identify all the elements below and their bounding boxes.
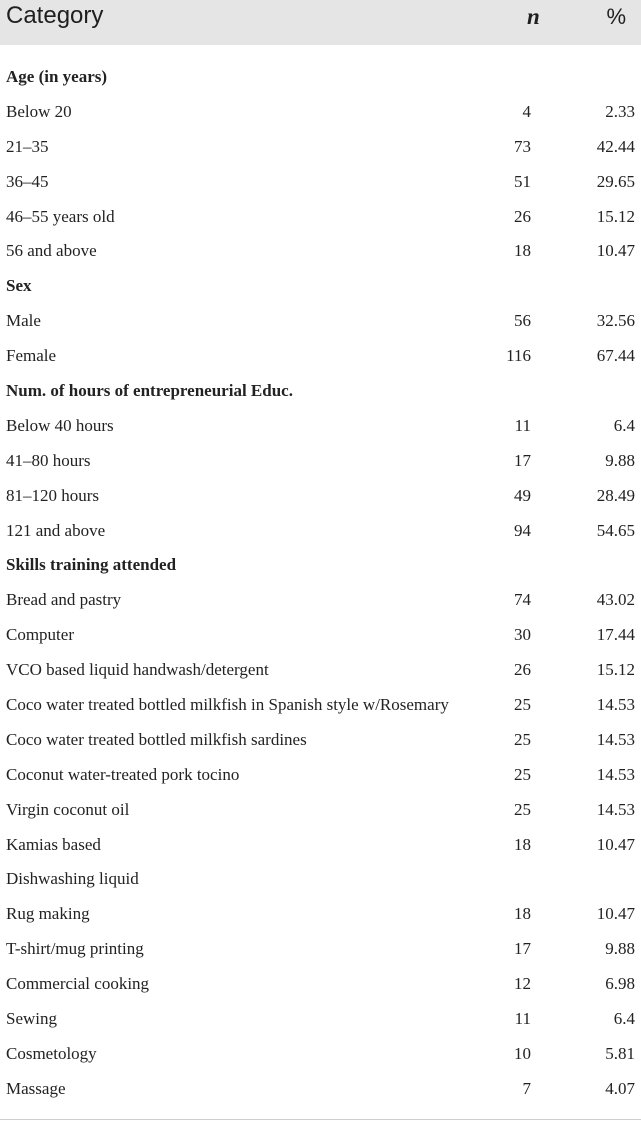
row-percent: 6.4 bbox=[613, 415, 635, 435]
row-category: Dishwashing liquid bbox=[6, 869, 139, 889]
row-category: Kamias based bbox=[6, 834, 101, 854]
row-n: 11 bbox=[514, 1009, 531, 1029]
table-row bbox=[0, 95, 641, 130]
row-percent: 15.12 bbox=[596, 206, 635, 226]
row-category: Bread and pastry bbox=[6, 590, 122, 610]
row-category: Coco water treated bottled milkfish sardines bbox=[6, 729, 307, 749]
table-row bbox=[0, 758, 641, 793]
header-category: Category bbox=[6, 2, 104, 29]
row-n: 25 bbox=[514, 695, 531, 715]
row-n: 18 bbox=[514, 834, 531, 854]
table-row bbox=[0, 862, 641, 897]
table-row bbox=[0, 828, 641, 863]
row-percent: 14.53 bbox=[596, 695, 635, 715]
table-body bbox=[0, 60, 641, 1107]
row-n: 94 bbox=[514, 520, 531, 540]
row-percent: 10.47 bbox=[596, 241, 635, 261]
row-category: Male bbox=[6, 311, 41, 331]
section-heading: Num. of hours of entrepreneurial Educ. bbox=[6, 381, 293, 401]
row-n: 73 bbox=[514, 136, 531, 156]
row-percent: 9.88 bbox=[605, 450, 635, 470]
row-category: 46–55 years old bbox=[6, 206, 115, 226]
row-percent: 10.47 bbox=[596, 834, 635, 854]
row-percent: 14.53 bbox=[596, 764, 635, 784]
table-row bbox=[0, 897, 641, 932]
table-row bbox=[0, 1072, 641, 1107]
row-n: 18 bbox=[514, 241, 531, 261]
table-row bbox=[0, 409, 641, 444]
table-row bbox=[0, 165, 641, 200]
row-category: 41–80 hours bbox=[6, 450, 91, 470]
row-n: 17 bbox=[514, 939, 531, 959]
section-heading: Sex bbox=[6, 276, 32, 296]
row-category: Below 20 bbox=[6, 101, 72, 121]
table-row bbox=[0, 304, 641, 339]
table-row bbox=[0, 932, 641, 967]
row-category: 21–35 bbox=[6, 136, 49, 156]
row-n: 11 bbox=[514, 415, 531, 435]
row-category: Female bbox=[6, 346, 57, 366]
table-row bbox=[0, 688, 641, 723]
row-n: 30 bbox=[514, 625, 531, 645]
row-percent: 4.07 bbox=[605, 1078, 635, 1098]
row-category: Computer bbox=[6, 625, 74, 645]
row-n: 4 bbox=[522, 101, 531, 121]
row-percent: 43.02 bbox=[596, 590, 635, 610]
row-category: Massage bbox=[6, 1078, 66, 1098]
table-row bbox=[0, 618, 641, 653]
row-n: 116 bbox=[506, 346, 531, 366]
row-percent: 28.49 bbox=[596, 485, 635, 505]
row-n: 25 bbox=[514, 799, 531, 819]
row-percent: 5.81 bbox=[605, 1043, 635, 1063]
table-row bbox=[0, 723, 641, 758]
row-n: 26 bbox=[514, 660, 531, 680]
row-n: 74 bbox=[514, 590, 531, 610]
section-row bbox=[0, 548, 641, 583]
table-row bbox=[0, 1002, 641, 1037]
table-row bbox=[0, 967, 641, 1002]
row-percent: 54.65 bbox=[596, 520, 635, 540]
row-n: 25 bbox=[514, 764, 531, 784]
row-n: 10 bbox=[514, 1043, 531, 1063]
row-category: 121 and above bbox=[6, 520, 106, 540]
table-row bbox=[0, 444, 641, 479]
bottom-rule bbox=[0, 1119, 641, 1120]
table-row bbox=[0, 653, 641, 688]
table-row bbox=[0, 479, 641, 514]
row-percent: 14.53 bbox=[596, 729, 635, 749]
row-n: 49 bbox=[514, 485, 531, 505]
table-row bbox=[0, 339, 641, 374]
row-category: Rug making bbox=[6, 904, 90, 924]
row-percent: 17.44 bbox=[596, 625, 635, 645]
row-percent: 10.47 bbox=[596, 904, 635, 924]
row-n: 56 bbox=[514, 311, 531, 331]
section-row bbox=[0, 269, 641, 304]
row-category: Virgin coconut oil bbox=[6, 799, 130, 819]
row-category: Coco water treated bottled milkfish in Spanish style w/Rosemary bbox=[6, 695, 449, 715]
row-percent: 29.65 bbox=[596, 171, 635, 191]
row-category: VCO based liquid handwash/detergent bbox=[6, 660, 269, 680]
section-heading: Skills training attended bbox=[6, 555, 177, 575]
table-row bbox=[0, 1037, 641, 1072]
row-n: 12 bbox=[514, 974, 531, 994]
row-percent: 6.98 bbox=[605, 974, 635, 994]
table-row bbox=[0, 234, 641, 269]
row-category: Below 40 hours bbox=[6, 415, 114, 435]
table-row bbox=[0, 583, 641, 618]
row-category: Commercial cooking bbox=[6, 974, 150, 994]
row-n: 51 bbox=[514, 171, 531, 191]
row-percent: 9.88 bbox=[605, 939, 635, 959]
row-category: Coconut water-treated pork tocino bbox=[6, 764, 240, 784]
section-heading: Age (in years) bbox=[6, 67, 108, 86]
row-category: 81–120 hours bbox=[6, 485, 100, 505]
table-row bbox=[0, 514, 641, 549]
row-category: Sewing bbox=[6, 1009, 57, 1029]
row-percent: 67.44 bbox=[596, 346, 635, 366]
row-n: 26 bbox=[514, 206, 531, 226]
row-category: 36–45 bbox=[6, 171, 49, 191]
table-row bbox=[0, 793, 641, 828]
row-n: 17 bbox=[514, 450, 531, 470]
row-n: 25 bbox=[514, 729, 531, 749]
row-percent: 42.44 bbox=[596, 136, 635, 156]
row-category: T-shirt/mug printing bbox=[6, 939, 144, 959]
row-category: 56 and above bbox=[6, 241, 97, 261]
row-percent: 2.33 bbox=[605, 101, 635, 121]
row-category: Cosmetology bbox=[6, 1043, 97, 1063]
row-n: 7 bbox=[522, 1078, 531, 1098]
header-n: n bbox=[527, 4, 540, 29]
section-row bbox=[0, 374, 641, 409]
table-row bbox=[0, 200, 641, 235]
table-row bbox=[0, 130, 641, 165]
row-percent: 32.56 bbox=[596, 311, 635, 331]
row-percent: 14.53 bbox=[596, 799, 635, 819]
row-n: 18 bbox=[514, 904, 531, 924]
section-row bbox=[0, 60, 641, 95]
header-percent: % bbox=[606, 4, 626, 29]
table-header bbox=[0, 0, 641, 45]
row-percent: 6.4 bbox=[613, 1009, 635, 1029]
row-percent: 15.12 bbox=[596, 660, 635, 680]
